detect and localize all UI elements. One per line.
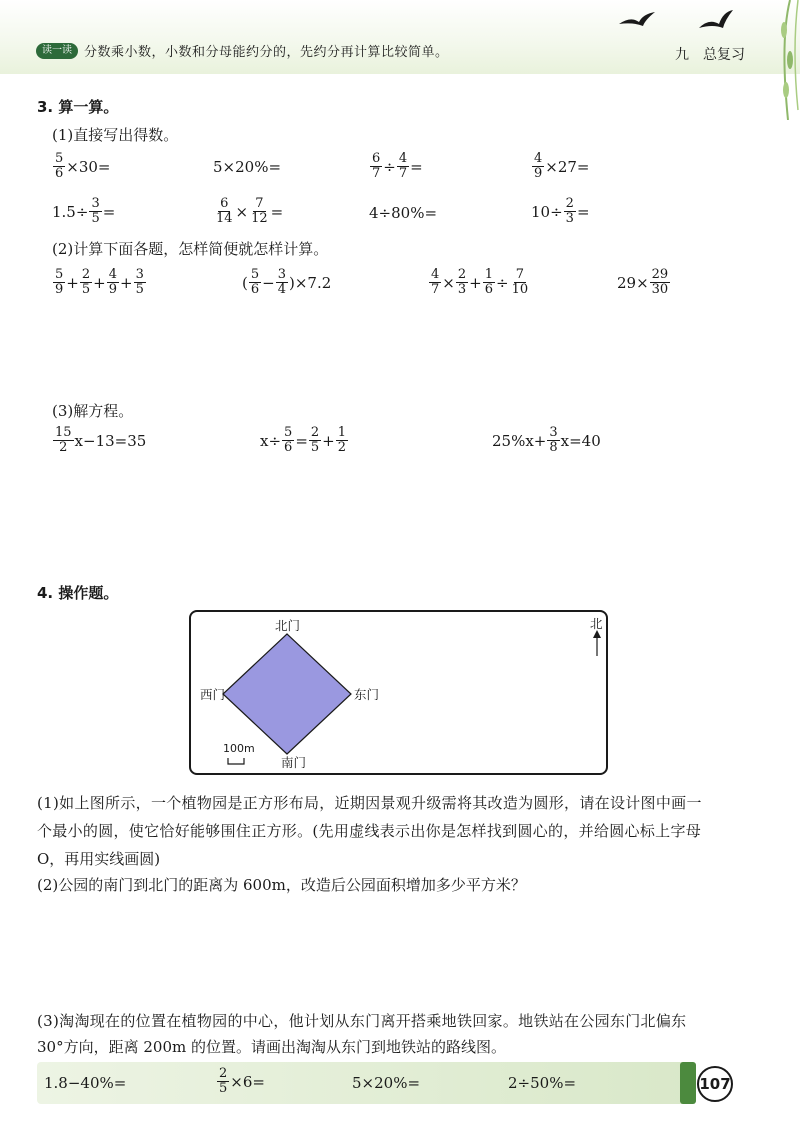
west-gate-label: 西门 bbox=[200, 687, 226, 702]
q4-p3-line2: 30°方向，距离 200m 的位置。请画出淘淘从东门到地铁站的路线图。 bbox=[37, 1038, 506, 1056]
q3-p1-r1-a: $\frac{5}{6}$ ×30= bbox=[55, 151, 111, 181]
tip-badge: 读一读 bbox=[36, 43, 78, 59]
q4-p1-line2: 个最小的圆，使它恰好能够围住正方形。(先用虚线表示出你是怎样找到圆心的，并给圆心标上字母 bbox=[37, 822, 702, 840]
q3-p1-r1-c: $\frac{6}{7}$ ÷ $\frac{4}{7}$ = bbox=[372, 151, 423, 181]
q3-p3-eq2: x÷ $\frac{5}{6}$ = $\frac{2}{5}$ + $\frac{1}{2}$ bbox=[260, 425, 347, 455]
q3-p3-eq1: $\frac{15}{2}$ x−13=35 bbox=[55, 425, 147, 455]
page-tab bbox=[680, 1062, 696, 1104]
q3-p1-r1-b: 5×20%= bbox=[213, 158, 282, 176]
q3-p1-r2-b: $\frac{6}{14}$ × $\frac{7}{12}$ = bbox=[216, 196, 284, 226]
east-gate-label: 东门 bbox=[354, 687, 380, 702]
q3-p1-r2-a: 1.5÷ $\frac{3}{5}$ = bbox=[52, 196, 116, 226]
footer-expr-4: 2÷50%= bbox=[508, 1074, 577, 1092]
willow-branch-icon bbox=[740, 0, 800, 120]
swallow-birds-icon bbox=[615, 6, 735, 42]
footer-expr-1: 1.8−40%= bbox=[44, 1074, 127, 1092]
q3-p2-e3: $\frac{4}{7}$ × $\frac{2}{3}$ + $\frac{1}{6}$ ÷ $\frac{7}{10}$ bbox=[431, 267, 529, 297]
scale-bar bbox=[228, 758, 244, 764]
scale-label: 100m bbox=[223, 742, 255, 755]
q4-p1-line1: (1)如上图所示，一个植物园是正方形布局，近期因景观升级需将其改造为圆形，请在设计图中画一 bbox=[37, 794, 702, 812]
q4-p2: (2)公园的南门到北门的距离为 600m，改造后公园面积增加多少平方米？ bbox=[37, 876, 526, 894]
chapter-title: 总复习 bbox=[703, 47, 745, 63]
q3-part2-label: (2)计算下面各题，怎样简便就怎样计算。 bbox=[52, 240, 329, 258]
footer-expr-2: $\frac{2}{5}$ ×6= bbox=[219, 1066, 265, 1096]
q3-p2-e2: ( $\frac{5}{6}$ − $\frac{3}{4}$ )×7.2 bbox=[242, 267, 332, 297]
q3-p1-r2-c: 4÷80%= bbox=[369, 204, 438, 222]
footer-expr-3: 5×20%= bbox=[352, 1074, 421, 1092]
page-number: 107 bbox=[697, 1066, 733, 1102]
tip-text: 分数乘小数，小数和分母能约分的，先约分再计算比较简单。 bbox=[84, 45, 449, 60]
q4-title: 4. 操作题。 bbox=[37, 584, 119, 602]
q3-p1-r2-d: 10÷ $\frac{2}{3}$ = bbox=[531, 196, 590, 226]
q3-p1-r1-d: $\frac{4}{9}$ ×27= bbox=[534, 151, 590, 181]
north-label: 北 bbox=[590, 616, 603, 631]
south-gate-label: 南门 bbox=[281, 755, 307, 770]
q3-p2-e4: 29× $\frac{29}{30}$ bbox=[617, 267, 669, 297]
q3-title: 3. 算一算。 bbox=[37, 98, 119, 116]
q4-p3-line1: (3)淘淘现在的位置在植物园的中心，他计划从东门离开搭乘地铁回家。地铁站在公园东门北偏东 bbox=[37, 1012, 687, 1030]
garden-square bbox=[223, 634, 351, 754]
chapter-number: 九 bbox=[675, 47, 689, 63]
north-gate-label: 北门 bbox=[275, 618, 301, 633]
q3-part1-label: (1)直接写出得数。 bbox=[52, 126, 179, 144]
q4-p1-line3: O，再用实线画圆) bbox=[37, 850, 161, 868]
q3-p2-e1: $\frac{5}{9}$ + $\frac{2}{5}$ + $\frac{4}{9}$ + $\frac{3}{5}$ bbox=[55, 267, 144, 297]
chapter-label bbox=[675, 44, 745, 64]
q3-part3-label: (3)解方程。 bbox=[52, 402, 134, 420]
garden-diagram bbox=[189, 610, 608, 775]
q3-p3-eq3: 25%x+ $\frac{3}{8}$ x=40 bbox=[492, 425, 601, 455]
